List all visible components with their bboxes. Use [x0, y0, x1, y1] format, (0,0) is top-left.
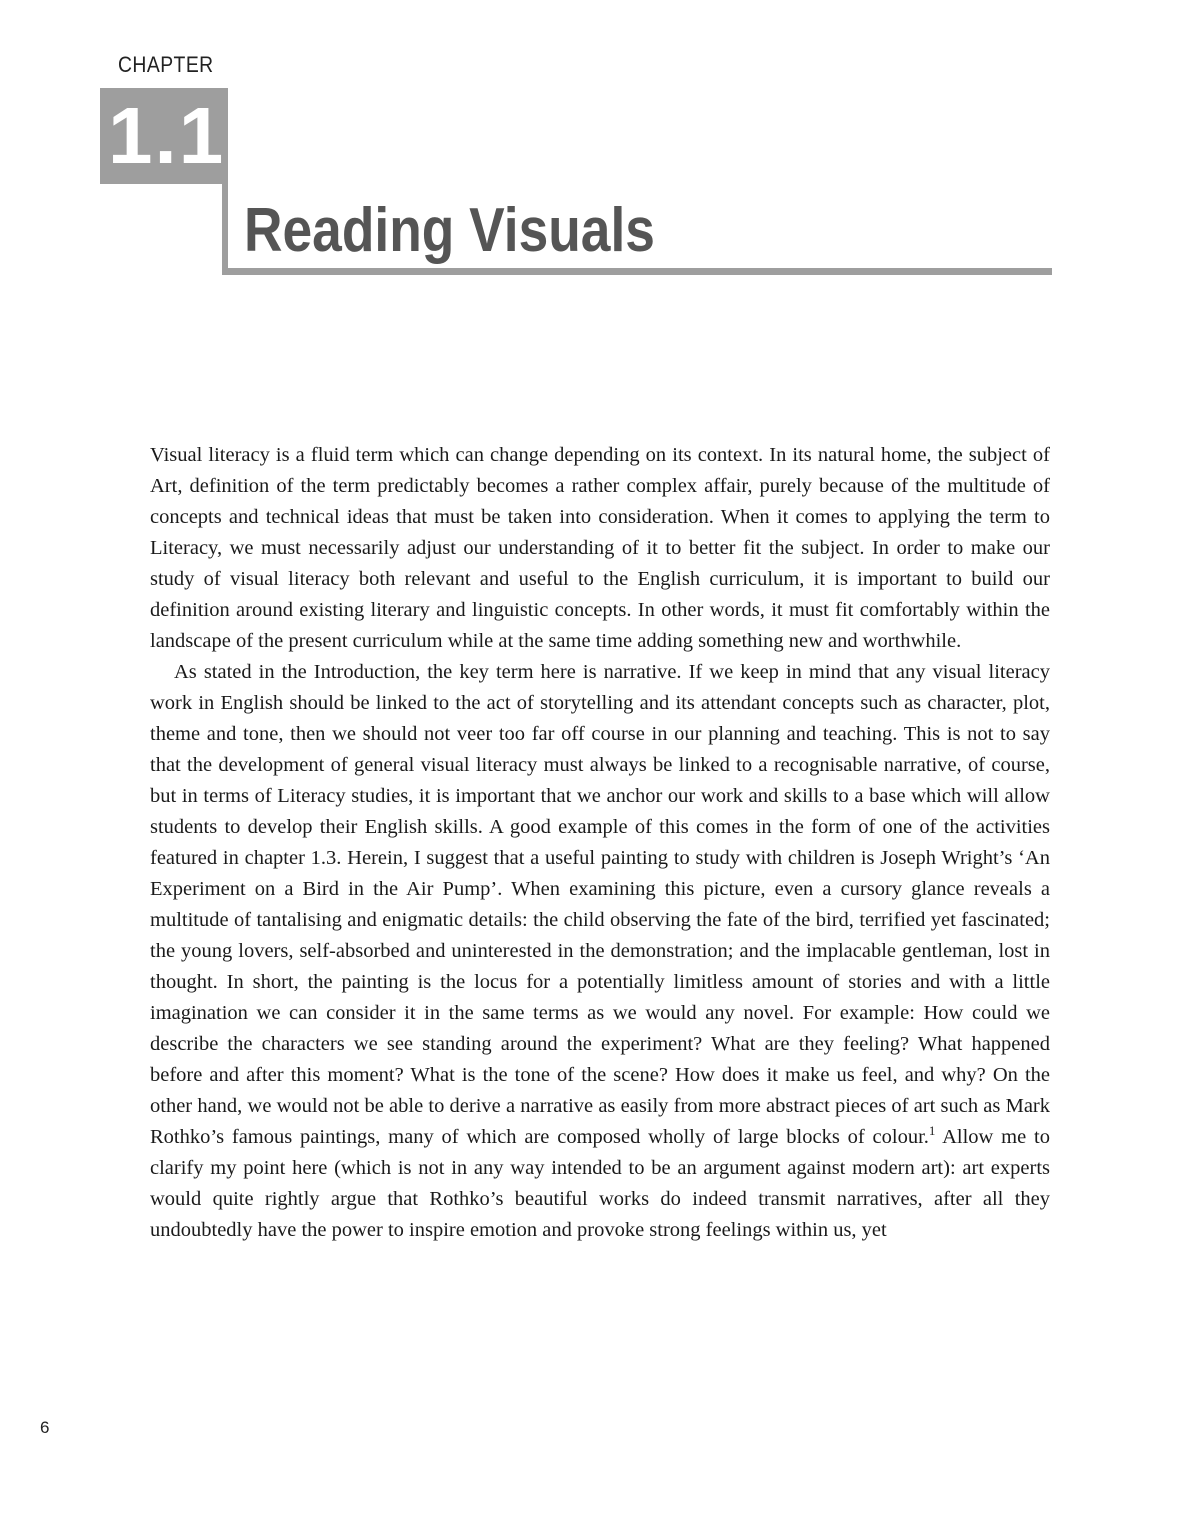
chapter-title: Reading Visuals — [244, 196, 655, 265]
title-rule-horizontal — [222, 268, 1052, 275]
paragraph-1: Visual literacy is a fluid term which can change depending on its context. In its natural home, the subject of Art, definition of the term predictably becomes a rather complex affair, purely because of the multitude of concepts and technical ideas that must be taken into consideration. When it comes to applying the term to Literacy, we must necessarily adjust our understanding of it to better fit the subject. In order to make our study of visual literacy both relevant and useful to the English curriculum, it is important to build our definition around existing literary and linguistic concepts. In other words, it must fit comfortably within the landscape of the present curriculum while at the same time adding something new and worthwhile. — [150, 444, 1050, 652]
chapter-label: CHAPTER — [118, 52, 214, 77]
footnote-marker[interactable]: 1 — [928, 1123, 936, 1139]
title-rule-vertical — [222, 184, 228, 274]
paragraph-2-part-1: As stated in the Introduction, the key term here is narrative. If we keep in mind that any visual literacy work in English should be linked to the act of storytelling and its attendant concepts such as character, plot, theme and tone, then we should not veer too far off course in our planning and teaching. This is not to say that the development of general visual literacy must always be linked to a recognisable narrative, of course, but in terms of Literacy studies, it is important that we anchor our work and skills to a base which will allow students to develop their English skills. A good example of this comes in the form of one of the activities featured in chapter 1.3. Herein, I suggest that a useful painting to study with children is Joseph Wright’s ‘An Experiment on a Bird in the Air Pump’. When examining this picture, even a cursory glance reveals a multitude of tantalising and enigmatic details: the child observing the fate of the bird, terrified yet fascinated; the young lovers, self-absorbed and uninterested in the demonstration; and the implacable gentleman, lost in thought. In short, the painting is the locus for a potentially limitless amount of stories and with a little imagination we can consider it in the same terms as we would any novel. For example: How could we describe the characters we see standing around the experiment? What are they feeling? What happened before and after this moment? What is the tone of the scene? How does it make us feel, and why? On the other hand, we would not be able to derive a narrative as easily from more abstract pieces of art such as Mark Rothko’s famous paintings, many of which are composed wholly of large blocks of colour. — [150, 661, 1050, 1148]
paragraph-2-part-2: Allow me to clarify my point here (which is not in any way intended to be an argument against modern art): art experts would quite rightly argue that Rothko’s beautiful works do indeed transmit narratives, after all they undoubtedly have the power to inspire emotion and provoke strong feelings within us, yet — [150, 1126, 1050, 1241]
chapter-number: 1.1 — [108, 91, 226, 180]
body-text — [150, 440, 1050, 1246]
paragraph-2 — [150, 657, 1050, 1246]
page-number: 6 — [40, 1418, 50, 1437]
